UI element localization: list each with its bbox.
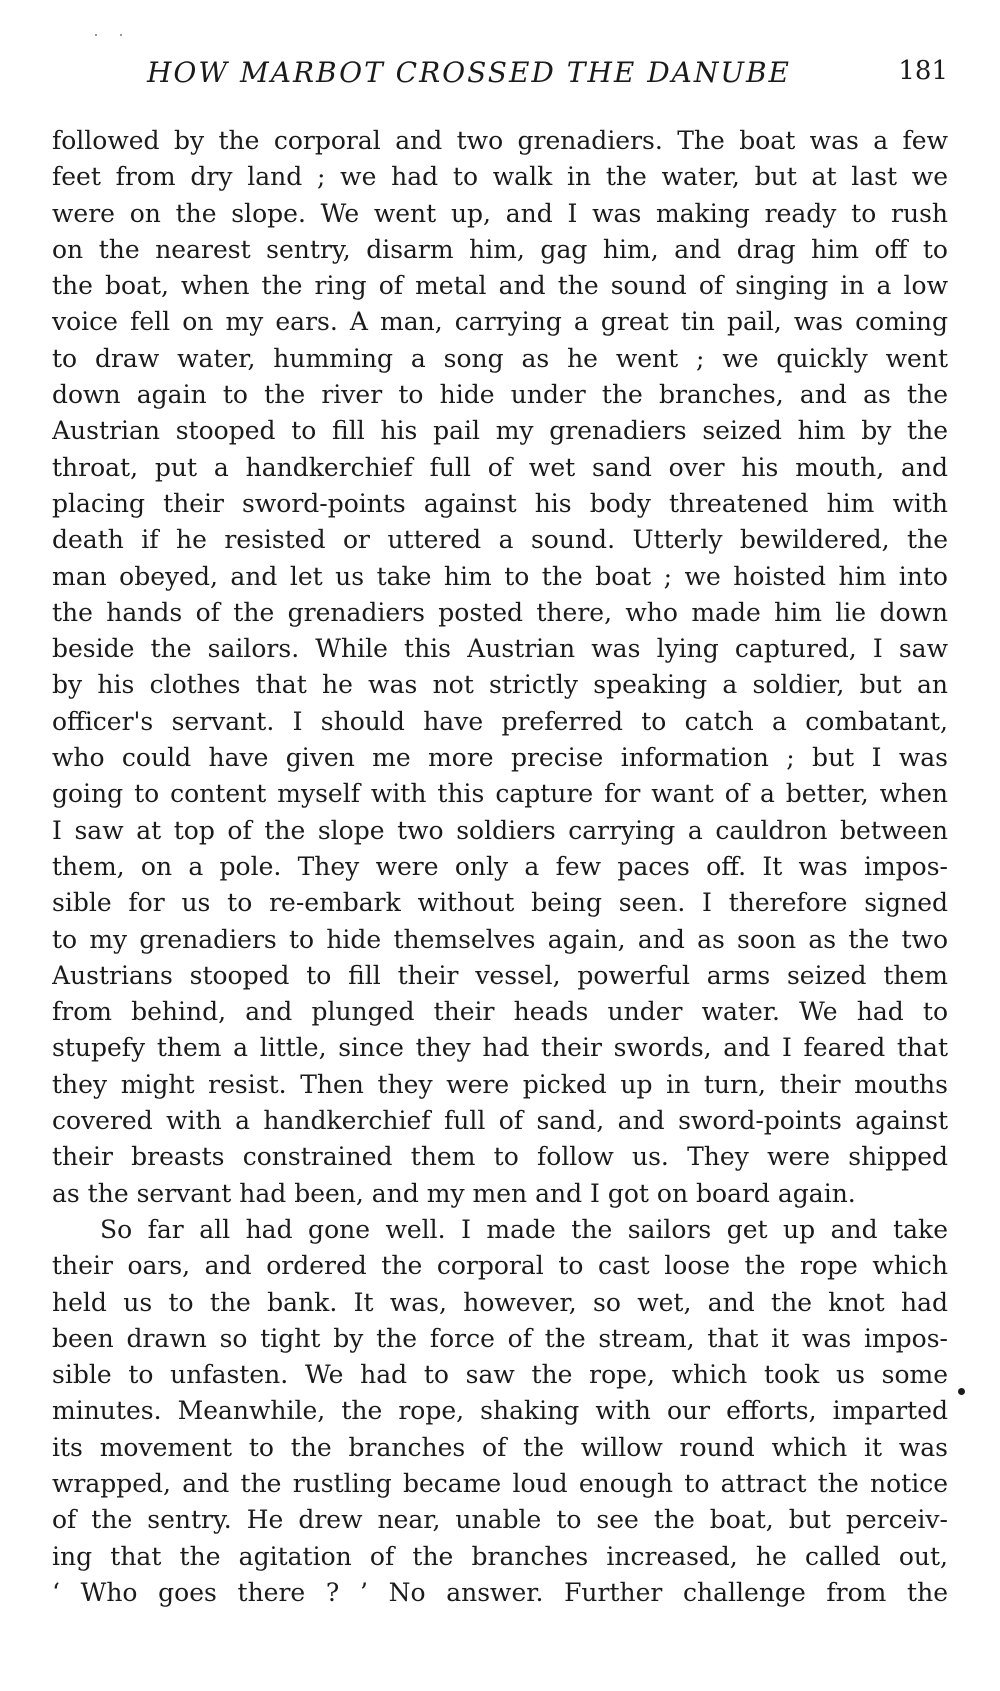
scan-speck [95,34,97,36]
text-line: to my grenadiers to hide themselves again, and as soon as the two [52,924,948,954]
text-line: stupefy them a little, since they had their swords, and I feared that [52,1033,948,1063]
text-line: who could have given me more precise information ; but I was [52,743,948,773]
paragraph-2 [52,1212,948,1611]
text-line: feet from dry land ; we had to walk in the water, but at last we [52,162,948,192]
text-line: as the servant had been, and my men and I got on board again. [52,1178,856,1208]
text-line: death if he resisted or uttered a sound. Utterly bewildered, the [52,525,948,555]
text-line: its movement to the branches of the willow round which it was [52,1432,948,1462]
page-number: 181 [898,56,948,86]
text-line: sible to unfasten. We had to saw the rope, which took us some [52,1360,948,1390]
text-line: their oars, and ordered the corporal to cast loose the rope which [52,1251,948,1281]
text-line: man obeyed, and let us take him to the boat ; we hoisted him into [52,561,948,591]
body-text [52,123,948,1611]
text-line: them, on a pole. They were only a few paces off. It was impos- [52,851,948,881]
text-line: So far all had gone well. I made the sailors get up and take [100,1214,948,1244]
text-line: beside the sailors. While this Austrian was lying captured, I saw [52,634,948,664]
text-line: their breasts constrained them to follow us. They were shipped [52,1142,948,1172]
text-line: of the sentry. He drew near, unable to see the boat, but perceiv- [52,1505,948,1535]
text-line: been drawn so tight by the force of the stream, that it was impos- [52,1323,948,1353]
page-header [52,56,948,96]
text-line: throat, put a handkerchief full of wet sand over his mouth, and [52,452,948,482]
text-line: they might resist. Then they were picked up in turn, their mouths [52,1069,948,1099]
paragraph-1 [52,123,948,1212]
text-line: Austrians stooped to fill their vessel, powerful arms seized them [52,960,948,990]
scan-speck [120,34,122,36]
text-line: I saw at top of the slope two soldiers carrying a cauldron between [52,815,948,845]
text-line: officer's servant. I should have preferred to catch a combatant, [52,706,948,736]
text-line: going to content myself with this capture for want of a better, when [52,779,948,809]
text-line: on the nearest sentry, disarm him, gag him, and drag him off to [52,234,948,264]
margin-mark [958,1388,965,1395]
text-line: Austrian stooped to fill his pail my grenadiers seized him by the [52,416,948,446]
text-line: voice fell on my ears. A man, carrying a great tin pail, was coming [52,307,948,337]
text-line: wrapped, and the rustling became loud enough to attract the notice [52,1468,948,1498]
text-line: the hands of the grenadiers posted there, who made him lie down [52,597,948,627]
text-line: sible for us to re-embark without being seen. I therefore signed [52,888,948,918]
text-line: down again to the river to hide under the branches, and as the [52,380,948,410]
text-line: by his clothes that he was not strictly speaking a soldier, but an [52,670,948,700]
text-line: minutes. Meanwhile, the rope, shaking with our efforts, imparted [52,1396,948,1426]
text-line: followed by the corporal and two grenadiers. The boat was a few [52,126,948,155]
text-line: covered with a handkerchief full of sand, and sword-points against [52,1106,948,1136]
text-line: were on the slope. We went up, and I was making ready to rush [52,198,948,228]
text-line: from behind, and plunged their heads under water. We had to [52,997,948,1027]
text-line: ‘ Who goes there ? ’ No answer. Further challenge from the [52,1577,948,1607]
text-line: placing their sword-points against his body threatened him with [52,488,948,518]
running-title: HOW MARBOT CROSSED THE DANUBE [147,56,791,89]
text-line: the boat, when the ring of metal and the sound of singing in a low [52,271,948,301]
text-line: ing that the agitation of the branches increased, he called out, [52,1541,948,1571]
text-line: held us to the bank. It was, however, so wet, and the knot had [52,1287,948,1317]
text-line: to draw water, humming a song as he went ; we quickly went [52,343,948,373]
